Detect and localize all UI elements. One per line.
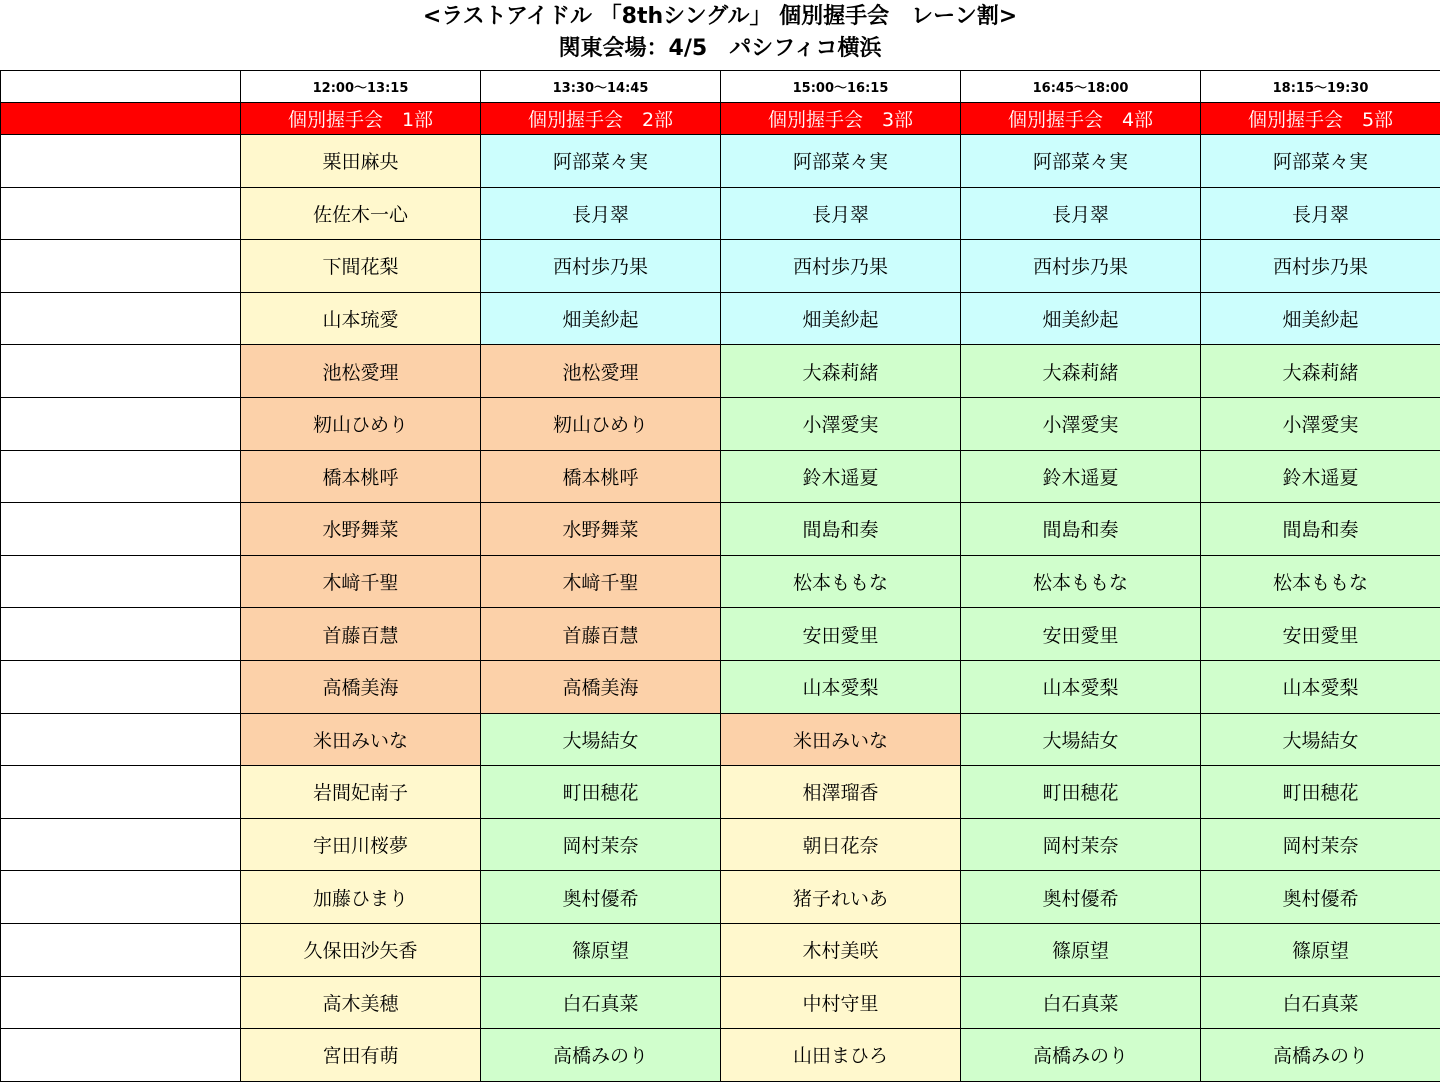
member-cell: 米田みいな xyxy=(241,713,481,766)
member-cell: 小澤愛実 xyxy=(961,397,1201,450)
member-cell: 松本ももな xyxy=(1201,555,1440,608)
time-header-row xyxy=(1,71,1440,103)
page-title: <ラストアイドル 「8thシングル」 個別握手会 レーン割> xyxy=(422,4,1018,29)
member-cell: 間島和奏 xyxy=(721,503,961,556)
table-row xyxy=(1,187,1440,240)
member-cell: 畑美紗起 xyxy=(721,292,961,345)
row-label-cell xyxy=(1,976,241,1029)
member-cell: 橋本桃呼 xyxy=(241,450,481,503)
member-cell: 籾山ひめり xyxy=(481,397,721,450)
member-cell: 米田みいな xyxy=(721,713,961,766)
row-label-cell xyxy=(1,766,241,819)
member-cell: 高橋美海 xyxy=(481,660,721,713)
member-cell: 首藤百慧 xyxy=(481,608,721,661)
member-cell: 小澤愛実 xyxy=(721,397,961,450)
table-row xyxy=(1,503,1440,556)
row-label-cell xyxy=(1,608,241,661)
row-label-cell xyxy=(1,555,241,608)
part-cell-3: 個別握手会 3部 xyxy=(721,103,961,135)
member-cell: 宮田有萌 xyxy=(241,1029,481,1082)
member-cell: 山本琉愛 xyxy=(241,292,481,345)
member-cell: 首藤百慧 xyxy=(241,608,481,661)
row-label-cell xyxy=(1,660,241,713)
part-header-row xyxy=(1,103,1440,135)
member-cell: 阿部菜々実 xyxy=(1201,135,1440,188)
table-row xyxy=(1,713,1440,766)
time-cell-5: 18:15～19:30 xyxy=(1201,71,1440,103)
table-row xyxy=(1,923,1440,976)
member-cell: 長月翠 xyxy=(961,187,1201,240)
corner-cell xyxy=(1,71,241,103)
row-label-cell xyxy=(1,135,241,188)
member-cell: 鈴木遥夏 xyxy=(961,450,1201,503)
member-cell: 町田穂花 xyxy=(961,766,1201,819)
member-cell: 長月翠 xyxy=(721,187,961,240)
table-row xyxy=(1,135,1440,188)
time-cell-2: 13:30～14:45 xyxy=(481,71,721,103)
member-cell: 白石真菜 xyxy=(961,976,1201,1029)
member-cell: 山本愛梨 xyxy=(721,660,961,713)
page-subtitle: 関東会場：4/5 パシフィコ横浜 xyxy=(558,36,882,61)
member-cell: 朝日花奈 xyxy=(721,818,961,871)
member-cell: 大森莉緒 xyxy=(961,345,1201,398)
member-cell: 阿部菜々実 xyxy=(721,135,961,188)
row-label-cell xyxy=(1,187,241,240)
member-cell: 猪子れいあ xyxy=(721,871,961,924)
member-cell: 高橋みのり xyxy=(961,1029,1201,1082)
member-cell: 長月翠 xyxy=(1201,187,1440,240)
table-row xyxy=(1,660,1440,713)
table-row xyxy=(1,608,1440,661)
member-cell: 水野舞菜 xyxy=(481,503,721,556)
row-label-cell xyxy=(1,345,241,398)
part-cell-1: 個別握手会 1部 xyxy=(241,103,481,135)
member-cell: 久保田沙矢香 xyxy=(241,923,481,976)
member-cell: 籾山ひめり xyxy=(241,397,481,450)
part-cell-4: 個別握手会 4部 xyxy=(961,103,1201,135)
time-cell-3: 15:00～16:15 xyxy=(721,71,961,103)
member-cell: 松本ももな xyxy=(961,555,1201,608)
member-cell: 栗田麻央 xyxy=(241,135,481,188)
table-row xyxy=(1,818,1440,871)
row-label-cell xyxy=(1,713,241,766)
member-cell: 西村歩乃果 xyxy=(481,240,721,293)
member-cell: 鈴木遥夏 xyxy=(721,450,961,503)
row-label-cell xyxy=(1,292,241,345)
member-cell: 山本愛梨 xyxy=(961,660,1201,713)
member-cell: 岡村茉奈 xyxy=(1201,818,1440,871)
row-label-cell xyxy=(1,818,241,871)
table-row xyxy=(1,450,1440,503)
member-cell: 山田まひろ xyxy=(721,1029,961,1082)
member-cell: 松本ももな xyxy=(721,555,961,608)
member-cell: 篠原望 xyxy=(961,923,1201,976)
member-cell: 奥村優希 xyxy=(961,871,1201,924)
member-cell: 西村歩乃果 xyxy=(1201,240,1440,293)
time-cell-4: 16:45～18:00 xyxy=(961,71,1201,103)
member-cell: 岡村茉奈 xyxy=(481,818,721,871)
member-cell: 大森莉緒 xyxy=(1201,345,1440,398)
member-cell: 高木美穂 xyxy=(241,976,481,1029)
member-cell: 大場結女 xyxy=(1201,713,1440,766)
member-cell: 加藤ひまり xyxy=(241,871,481,924)
member-cell: 間島和奏 xyxy=(961,503,1201,556)
member-cell: 下間花梨 xyxy=(241,240,481,293)
member-cell: 高橋美海 xyxy=(241,660,481,713)
member-cell: 奥村優希 xyxy=(1201,871,1440,924)
table-row xyxy=(1,871,1440,924)
member-cell: 岩間妃南子 xyxy=(241,766,481,819)
member-cell: 畑美紗起 xyxy=(961,292,1201,345)
row-label-cell xyxy=(1,450,241,503)
member-cell: 安田愛里 xyxy=(1201,608,1440,661)
member-cell: 大場結女 xyxy=(481,713,721,766)
member-cell: 鈴木遥夏 xyxy=(1201,450,1440,503)
row-label-cell xyxy=(1,240,241,293)
member-cell: 佐佐木一心 xyxy=(241,187,481,240)
member-cell: 山本愛梨 xyxy=(1201,660,1440,713)
member-cell: 水野舞菜 xyxy=(241,503,481,556)
member-cell: 安田愛里 xyxy=(961,608,1201,661)
member-cell: 間島和奏 xyxy=(1201,503,1440,556)
row-label-cell xyxy=(1,503,241,556)
member-cell: 橋本桃呼 xyxy=(481,450,721,503)
table-row xyxy=(1,766,1440,819)
member-cell: 木﨑千聖 xyxy=(241,555,481,608)
member-cell: 長月翠 xyxy=(481,187,721,240)
table-row xyxy=(1,397,1440,450)
member-cell: 高橋みのり xyxy=(1201,1029,1440,1082)
member-cell: 西村歩乃果 xyxy=(721,240,961,293)
part-corner-cell xyxy=(1,103,241,135)
member-cell: 阿部菜々実 xyxy=(961,135,1201,188)
row-label-cell xyxy=(1,1029,241,1082)
member-cell: 池松愛理 xyxy=(241,345,481,398)
member-cell: 岡村茉奈 xyxy=(961,818,1201,871)
member-cell: 宇田川桜夢 xyxy=(241,818,481,871)
member-cell: 中村守里 xyxy=(721,976,961,1029)
time-cell-1: 12:00～13:15 xyxy=(241,71,481,103)
member-cell: 奥村優希 xyxy=(481,871,721,924)
table-row xyxy=(1,555,1440,608)
row-label-cell xyxy=(1,871,241,924)
member-cell: 町田穂花 xyxy=(481,766,721,819)
member-cell: 大場結女 xyxy=(961,713,1201,766)
member-cell: 木﨑千聖 xyxy=(481,555,721,608)
row-label-cell xyxy=(1,397,241,450)
member-cell: 安田愛里 xyxy=(721,608,961,661)
table-row xyxy=(1,292,1440,345)
member-cell: 相澤瑠香 xyxy=(721,766,961,819)
table-row xyxy=(1,976,1440,1029)
member-cell: 篠原望 xyxy=(1201,923,1440,976)
member-cell: 高橋みのり xyxy=(481,1029,721,1082)
table-row xyxy=(1,345,1440,398)
table-row xyxy=(1,240,1440,293)
member-cell: 池松愛理 xyxy=(481,345,721,398)
member-cell: 小澤愛実 xyxy=(1201,397,1440,450)
table-row xyxy=(1,1029,1440,1082)
member-cell: 大森莉緒 xyxy=(721,345,961,398)
member-cell: 畑美紗起 xyxy=(1201,292,1440,345)
part-cell-2: 個別握手会 2部 xyxy=(481,103,721,135)
member-cell: 西村歩乃果 xyxy=(961,240,1201,293)
member-cell: 篠原望 xyxy=(481,923,721,976)
lane-table xyxy=(0,70,1440,1082)
part-cell-5: 個別握手会 5部 xyxy=(1201,103,1440,135)
member-cell: 白石真菜 xyxy=(1201,976,1440,1029)
member-cell: 白石真菜 xyxy=(481,976,721,1029)
member-cell: 阿部菜々実 xyxy=(481,135,721,188)
member-cell: 町田穂花 xyxy=(1201,766,1440,819)
member-cell: 木村美咲 xyxy=(721,923,961,976)
lane-table-body xyxy=(1,71,1440,1082)
member-cell: 畑美紗起 xyxy=(481,292,721,345)
row-label-cell xyxy=(1,923,241,976)
